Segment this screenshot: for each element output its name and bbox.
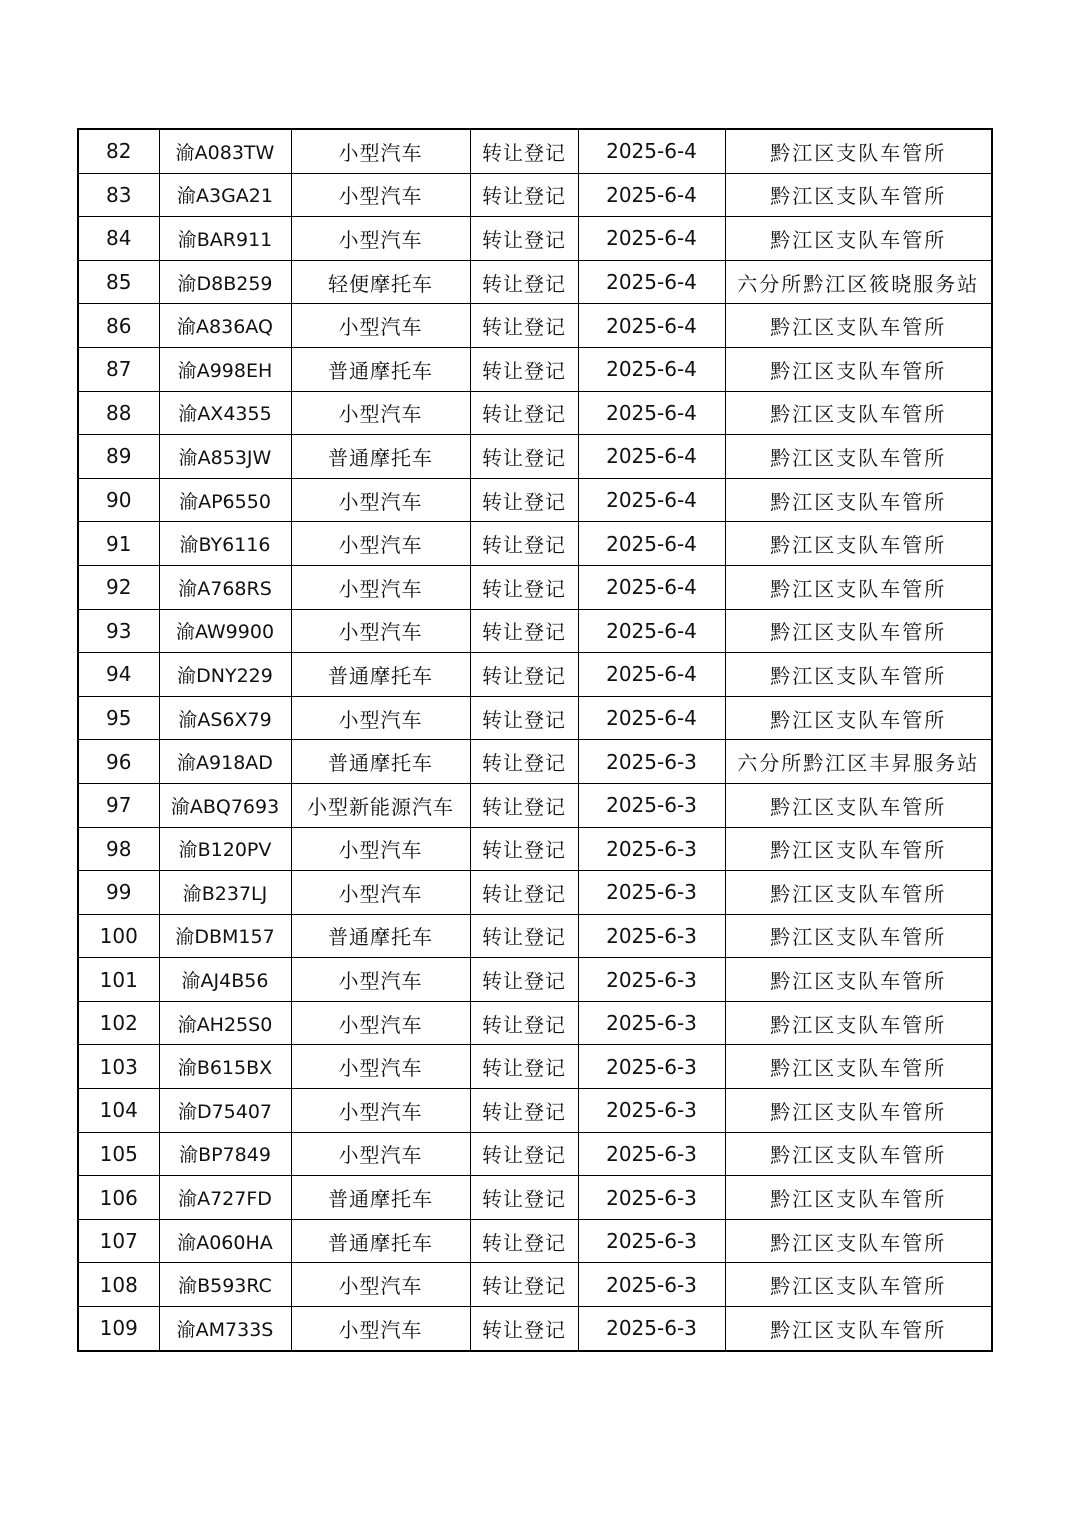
office-cell: 黔江区支队车管所 [725, 653, 992, 697]
table-row [78, 1219, 992, 1263]
office-cell: 黔江区支队车管所 [725, 478, 992, 522]
business-type-cell: 转让登记 [470, 217, 578, 261]
office-cell: 黔江区支队车管所 [725, 958, 992, 1002]
business-type-cell: 转让登记 [470, 173, 578, 217]
vehicle-type-cell: 普通摩托车 [291, 347, 470, 391]
date-cell: 2025-6-3 [578, 958, 725, 1002]
office-cell: 黔江区支队车管所 [725, 827, 992, 871]
row-number-cell: 98 [78, 827, 159, 871]
table-row [78, 1045, 992, 1089]
plate-number-cell: 渝AW9900 [159, 609, 291, 653]
plate-number-cell: 渝BP7849 [159, 1132, 291, 1176]
plate-number-cell: 渝B120PV [159, 827, 291, 871]
row-number-cell: 96 [78, 740, 159, 784]
row-number-cell: 108 [78, 1263, 159, 1307]
office-cell: 黔江区支队车管所 [725, 1307, 992, 1351]
vehicle-type-cell: 小型汽车 [291, 129, 470, 173]
office-cell: 黔江区支队车管所 [725, 522, 992, 566]
office-cell: 黔江区支队车管所 [725, 304, 992, 348]
vehicle-type-cell: 小型汽车 [291, 1307, 470, 1351]
plate-number-cell: 渝DNY229 [159, 653, 291, 697]
business-type-cell: 转让登记 [470, 260, 578, 304]
vehicle-type-cell: 普通摩托车 [291, 1176, 470, 1220]
table-row [78, 478, 992, 522]
vehicle-type-cell: 小型汽车 [291, 522, 470, 566]
office-cell: 黔江区支队车管所 [725, 609, 992, 653]
plate-number-cell: 渝DBM157 [159, 914, 291, 958]
business-type-cell: 转让登记 [470, 1132, 578, 1176]
business-type-cell: 转让登记 [470, 653, 578, 697]
office-cell: 黔江区支队车管所 [725, 1001, 992, 1045]
business-type-cell: 转让登记 [470, 1001, 578, 1045]
date-cell: 2025-6-4 [578, 478, 725, 522]
table-row [78, 304, 992, 348]
business-type-cell: 转让登记 [470, 1307, 578, 1351]
date-cell: 2025-6-4 [578, 696, 725, 740]
row-number-cell: 103 [78, 1045, 159, 1089]
table-row [78, 696, 992, 740]
plate-number-cell: 渝A083TW [159, 129, 291, 173]
business-type-cell: 转让登记 [470, 958, 578, 1002]
table-row [78, 260, 992, 304]
plate-number-cell: 渝BAR911 [159, 217, 291, 261]
office-cell: 黔江区支队车管所 [725, 129, 992, 173]
table-row [78, 173, 992, 217]
date-cell: 2025-6-4 [578, 173, 725, 217]
office-cell: 黔江区支队车管所 [725, 435, 992, 479]
table-row [78, 740, 992, 784]
date-cell: 2025-6-3 [578, 783, 725, 827]
row-number-cell: 99 [78, 871, 159, 915]
row-number-cell: 100 [78, 914, 159, 958]
office-cell: 黔江区支队车管所 [725, 565, 992, 609]
date-cell: 2025-6-3 [578, 1001, 725, 1045]
row-number-cell: 97 [78, 783, 159, 827]
vehicle-type-cell: 小型汽车 [291, 1132, 470, 1176]
business-type-cell: 转让登记 [470, 522, 578, 566]
row-number-cell: 92 [78, 565, 159, 609]
date-cell: 2025-6-3 [578, 1045, 725, 1089]
vehicle-type-cell: 普通摩托车 [291, 740, 470, 784]
office-cell: 黔江区支队车管所 [725, 173, 992, 217]
row-number-cell: 106 [78, 1176, 159, 1220]
plate-number-cell: 渝A918AD [159, 740, 291, 784]
date-cell: 2025-6-4 [578, 260, 725, 304]
vehicle-type-cell: 小型汽车 [291, 173, 470, 217]
date-cell: 2025-6-4 [578, 304, 725, 348]
plate-number-cell: 渝B593RC [159, 1263, 291, 1307]
table-row [78, 1263, 992, 1307]
vehicle-type-cell: 小型汽车 [291, 1045, 470, 1089]
office-cell: 黔江区支队车管所 [725, 696, 992, 740]
row-number-cell: 102 [78, 1001, 159, 1045]
date-cell: 2025-6-4 [578, 653, 725, 697]
vehicle-type-cell: 小型汽车 [291, 1001, 470, 1045]
row-number-cell: 86 [78, 304, 159, 348]
plate-number-cell: 渝AP6550 [159, 478, 291, 522]
row-number-cell: 104 [78, 1089, 159, 1133]
row-number-cell: 94 [78, 653, 159, 697]
office-cell: 黔江区支队车管所 [725, 1176, 992, 1220]
date-cell: 2025-6-3 [578, 1219, 725, 1263]
plate-number-cell: 渝A3GA21 [159, 173, 291, 217]
vehicle-type-cell: 小型汽车 [291, 827, 470, 871]
row-number-cell: 109 [78, 1307, 159, 1351]
date-cell: 2025-6-3 [578, 1307, 725, 1351]
table-body [78, 129, 992, 1351]
plate-number-cell: 渝A836AQ [159, 304, 291, 348]
row-number-cell: 90 [78, 478, 159, 522]
date-cell: 2025-6-4 [578, 391, 725, 435]
date-cell: 2025-6-4 [578, 347, 725, 391]
business-type-cell: 转让登记 [470, 435, 578, 479]
business-type-cell: 转让登记 [470, 783, 578, 827]
vehicle-type-cell: 普通摩托车 [291, 435, 470, 479]
date-cell: 2025-6-3 [578, 740, 725, 784]
business-type-cell: 转让登记 [470, 304, 578, 348]
vehicle-type-cell: 小型新能源汽车 [291, 783, 470, 827]
plate-number-cell: 渝B615BX [159, 1045, 291, 1089]
row-number-cell: 83 [78, 173, 159, 217]
table-row [78, 827, 992, 871]
office-cell: 黔江区支队车管所 [725, 1132, 992, 1176]
plate-number-cell: 渝ABQ7693 [159, 783, 291, 827]
table-row [78, 914, 992, 958]
business-type-cell: 转让登记 [470, 740, 578, 784]
vehicle-type-cell: 小型汽车 [291, 1263, 470, 1307]
business-type-cell: 转让登记 [470, 871, 578, 915]
row-number-cell: 85 [78, 260, 159, 304]
plate-number-cell: 渝A727FD [159, 1176, 291, 1220]
office-cell: 黔江区支队车管所 [725, 1089, 992, 1133]
table-row [78, 1001, 992, 1045]
business-type-cell: 转让登记 [470, 1176, 578, 1220]
date-cell: 2025-6-4 [578, 609, 725, 653]
row-number-cell: 105 [78, 1132, 159, 1176]
vehicle-type-cell: 小型汽车 [291, 871, 470, 915]
plate-number-cell: 渝AS6X79 [159, 696, 291, 740]
table-row [78, 653, 992, 697]
vehicle-type-cell: 小型汽车 [291, 609, 470, 653]
vehicle-type-cell: 小型汽车 [291, 217, 470, 261]
table-row [78, 1089, 992, 1133]
row-number-cell: 95 [78, 696, 159, 740]
plate-number-cell: 渝AJ4B56 [159, 958, 291, 1002]
business-type-cell: 转让登记 [470, 565, 578, 609]
table-row [78, 1132, 992, 1176]
date-cell: 2025-6-4 [578, 565, 725, 609]
date-cell: 2025-6-4 [578, 522, 725, 566]
business-type-cell: 转让登记 [470, 1089, 578, 1133]
table-row [78, 435, 992, 479]
plate-number-cell: 渝A060HA [159, 1219, 291, 1263]
office-cell: 黔江区支队车管所 [725, 1045, 992, 1089]
vehicle-type-cell: 小型汽车 [291, 696, 470, 740]
office-cell: 黔江区支队车管所 [725, 217, 992, 261]
business-type-cell: 转让登记 [470, 347, 578, 391]
plate-number-cell: 渝B237LJ [159, 871, 291, 915]
plate-number-cell: 渝A998EH [159, 347, 291, 391]
plate-number-cell: 渝D8B259 [159, 260, 291, 304]
business-type-cell: 转让登记 [470, 129, 578, 173]
table-row [78, 347, 992, 391]
table-row [78, 129, 992, 173]
vehicle-type-cell: 普通摩托车 [291, 914, 470, 958]
vehicle-type-cell: 小型汽车 [291, 391, 470, 435]
date-cell: 2025-6-3 [578, 1089, 725, 1133]
table-row [78, 1176, 992, 1220]
business-type-cell: 转让登记 [470, 478, 578, 522]
date-cell: 2025-6-4 [578, 435, 725, 479]
vehicle-type-cell: 普通摩托车 [291, 1219, 470, 1263]
table-row [78, 391, 992, 435]
row-number-cell: 93 [78, 609, 159, 653]
vehicle-type-cell: 小型汽车 [291, 478, 470, 522]
row-number-cell: 88 [78, 391, 159, 435]
plate-number-cell: 渝A768RS [159, 565, 291, 609]
plate-number-cell: 渝AH25S0 [159, 1001, 291, 1045]
table-row [78, 217, 992, 261]
table-row [78, 1307, 992, 1351]
table-row [78, 783, 992, 827]
date-cell: 2025-6-3 [578, 1176, 725, 1220]
vehicle-type-cell: 小型汽车 [291, 304, 470, 348]
date-cell: 2025-6-3 [578, 914, 725, 958]
vehicle-type-cell: 轻便摩托车 [291, 260, 470, 304]
office-cell: 六分所黔江区筱晓服务站 [725, 260, 992, 304]
date-cell: 2025-6-3 [578, 871, 725, 915]
table-row [78, 522, 992, 566]
business-type-cell: 转让登记 [470, 1263, 578, 1307]
business-type-cell: 转让登记 [470, 827, 578, 871]
business-type-cell: 转让登记 [470, 1045, 578, 1089]
vehicle-type-cell: 小型汽车 [291, 958, 470, 1002]
date-cell: 2025-6-4 [578, 129, 725, 173]
office-cell: 黔江区支队车管所 [725, 347, 992, 391]
office-cell: 黔江区支队车管所 [725, 914, 992, 958]
business-type-cell: 转让登记 [470, 1219, 578, 1263]
registration-table [77, 128, 993, 1352]
business-type-cell: 转让登记 [470, 391, 578, 435]
row-number-cell: 107 [78, 1219, 159, 1263]
table-row [78, 871, 992, 915]
table-row [78, 609, 992, 653]
office-cell: 黔江区支队车管所 [725, 1219, 992, 1263]
row-number-cell: 82 [78, 129, 159, 173]
business-type-cell: 转让登记 [470, 609, 578, 653]
plate-number-cell: 渝D75407 [159, 1089, 291, 1133]
table-row [78, 958, 992, 1002]
row-number-cell: 84 [78, 217, 159, 261]
office-cell: 黔江区支队车管所 [725, 1263, 992, 1307]
business-type-cell: 转让登记 [470, 696, 578, 740]
office-cell: 黔江区支队车管所 [725, 783, 992, 827]
office-cell: 黔江区支队车管所 [725, 391, 992, 435]
plate-number-cell: 渝A853JW [159, 435, 291, 479]
office-cell: 黔江区支队车管所 [725, 871, 992, 915]
plate-number-cell: 渝AX4355 [159, 391, 291, 435]
row-number-cell: 89 [78, 435, 159, 479]
plate-number-cell: 渝AM733S [159, 1307, 291, 1351]
plate-number-cell: 渝BY6116 [159, 522, 291, 566]
date-cell: 2025-6-3 [578, 1132, 725, 1176]
vehicle-type-cell: 小型汽车 [291, 1089, 470, 1133]
row-number-cell: 101 [78, 958, 159, 1002]
date-cell: 2025-6-4 [578, 217, 725, 261]
date-cell: 2025-6-3 [578, 1263, 725, 1307]
vehicle-type-cell: 小型汽车 [291, 565, 470, 609]
business-type-cell: 转让登记 [470, 914, 578, 958]
date-cell: 2025-6-3 [578, 827, 725, 871]
row-number-cell: 91 [78, 522, 159, 566]
office-cell: 六分所黔江区丰昇服务站 [725, 740, 992, 784]
vehicle-type-cell: 普通摩托车 [291, 653, 470, 697]
table-row [78, 565, 992, 609]
row-number-cell: 87 [78, 347, 159, 391]
